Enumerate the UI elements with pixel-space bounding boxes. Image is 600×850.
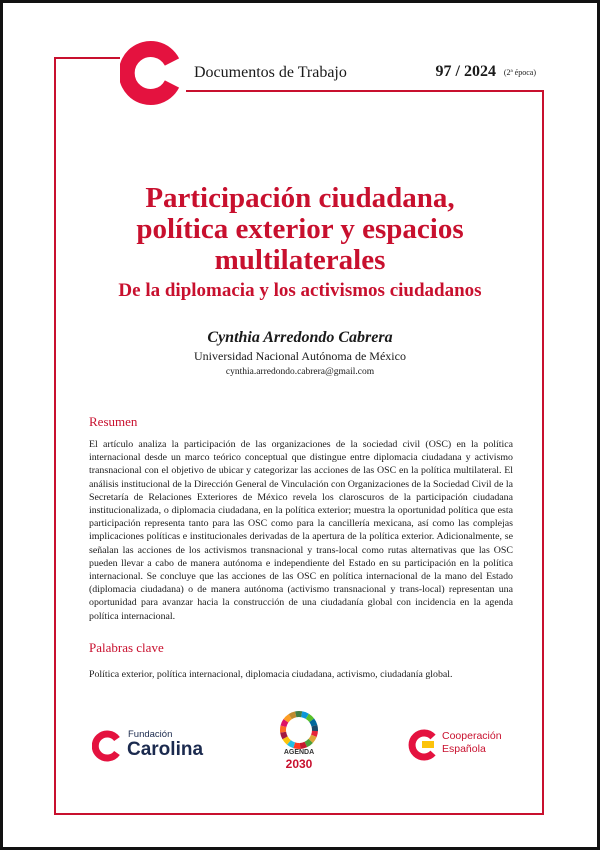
author-email[interactable]: cynthia.arredondo.cabrera@gmail.com — [225, 367, 375, 377]
author-affiliation: Universidad Nacional Autónoma de México — [194, 349, 406, 363]
fundacion-c-icon — [92, 727, 124, 763]
author-name: Cynthia Arredondo Cabrera — [207, 329, 393, 346]
carolina-c-logo-icon — [120, 40, 186, 106]
title-line-2: política exterior y espacios — [136, 213, 464, 245]
keywords-text: Política exterior, política internacional, diplomacia ciudadana, activismo, ciudadanía global. — [89, 669, 453, 680]
cooperacion-espanola-logo — [408, 726, 520, 762]
series-title: Documentos de Trabajo — [194, 64, 347, 81]
cooperacion-label: Cooperación — [442, 730, 502, 742]
agenda-label: AGENDA — [283, 749, 315, 756]
fundacion-carolina-logo — [92, 727, 222, 763]
document-title — [60, 183, 540, 276]
abstract-heading: Resumen — [89, 414, 138, 429]
header-band — [186, 57, 544, 92]
document-border — [54, 57, 544, 815]
abstract-text: El artículo analiza la participación de las organizaciones de la sociedad civil (OSC) en la política internacional desde un marco teórico conceptual que distingue entre diplomacia ciudadana y activismo transnacional con el objetivo de ubicar y categorizar las acciones de las OSC en la política multilateral. El análisis institucional de la Dirección General de Vinculación con Organizaciones de la Sociedad Civil de la Secretaría de Relaciones Exteriores de México revela los claroscuros de la participación ciudadana institucionalizada, o diplomacia ciudadana, en la política exterior; muestra la oportunidad política que esta participación representa tanto para las OSC como para la cancillería mexicana, así como las complejas implicaciones políticas e institucionales derivadas de la apertura de la política exterior. Adicionalmente, se señalan las acciones de los activismos transnacional y trans-local como rutas alternativas que las OSC pueden llevar a cabo de manera autónoma e independiente del Estado en su participación en la política internacional. Se concluye que las acciones de las OSC en política internacional de la mano del Estado (diplomacia ciudadana) o de manera autónoma (activismo transnacional y trans-local) representan una oportunidad para avanzar hacia la construcción de una ciudadanía global con incidencia en la agenda política internacional. — [89, 439, 513, 622]
title-block — [60, 183, 540, 302]
issue-number: 97 / 2024 — [435, 63, 496, 80]
sdg-wheel-icon — [276, 711, 322, 749]
agenda-2030-logo — [276, 711, 322, 771]
cooperacion-c-icon — [408, 726, 440, 762]
title-line-1: Participación ciudadana, — [145, 182, 455, 214]
espanola-label: Española — [442, 743, 486, 755]
keywords-heading: Palabras clave — [89, 640, 164, 655]
document-subtitle: De la diplomacia y los activismos ciudadanos — [118, 280, 482, 301]
agenda-year: 2030 — [285, 757, 313, 771]
title-line-3: multilaterales — [214, 244, 386, 276]
issue-epoch: (2ª época) — [503, 68, 536, 77]
carolina-label: Carolina — [127, 739, 204, 760]
fundacion-label: Fundación — [128, 729, 173, 740]
